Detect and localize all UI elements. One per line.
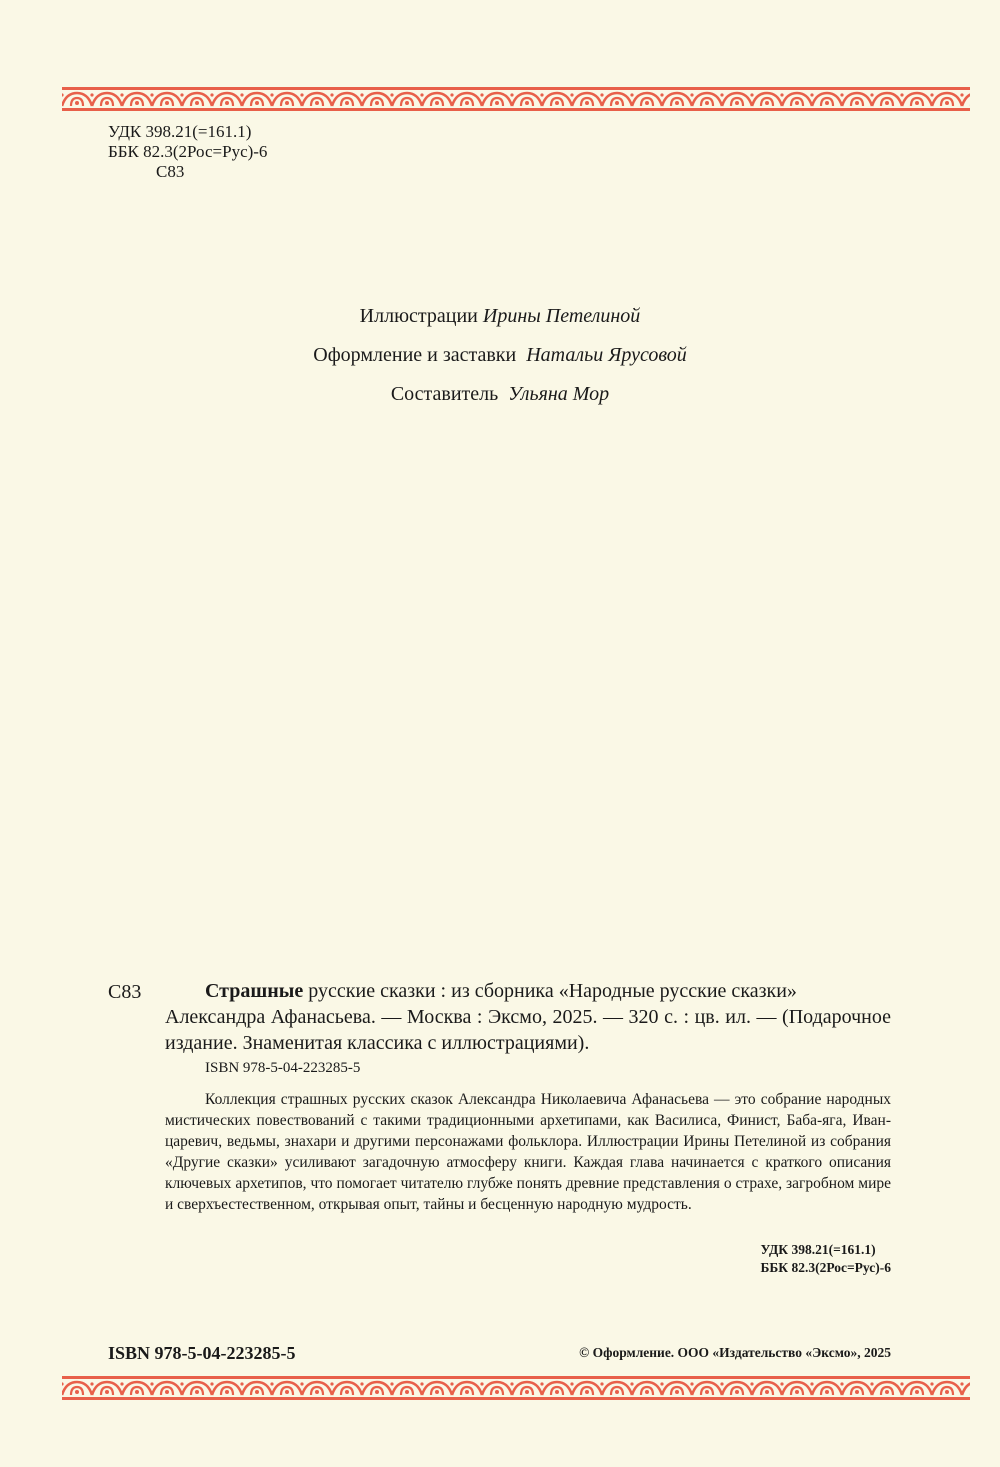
copyright: © Оформление. ООО «Издательство «Эксмо», 2025 [579,1345,891,1360]
catalog-isbn: ISBN 978-5-04-223285-5 [205,1060,361,1076]
udk-code: УДК 398.21(=161.1) [108,122,252,141]
description-1: русские сказки : из сборника «Народные русские сказки» [308,980,797,1002]
illustrations-label: Иллюстрации [359,305,478,327]
design-label: Оформление и заставки [313,344,517,366]
footer-isbn: ISBN 978-5-04-223285-5 [108,1343,296,1363]
header-codes [108,122,267,182]
illustrations-name: Ирины Петелиной [482,305,641,327]
ornament-border-top [62,86,970,112]
design-credit [0,336,1000,375]
bbk-code: ББК 82.3(2Рос=Рус)-6 [108,142,268,161]
catalog-author-mark: С83 [108,981,142,1003]
compiler-credit [0,375,1000,414]
compiler-label: Составитель [390,383,499,405]
description-2: Александра Афанасьева. — Москва : Эксмо, 2025. — 320 с. : цв. ил. — (Подарочное издание. Знаменитая классика с иллюстрациями). [165,1006,891,1054]
design-name: Натальи Ярусовой [526,344,687,366]
author-mark: С83 [156,162,185,181]
annotation-text: Коллекция страшных русских сказок Александра Николаевича Афанасьева — это собрание народных мистических повествований с такими традиционными архетипами, как Василиса, Финист, Баба-яга, Иван-царевич, ведьмы, знахари и другими персонажами фольклора. Иллюстрации Ирины Петелиной из собрания «Другие сказки» усиливают загадочную атмосферу книги. Каждая глава начинается с краткого описания ключевых архетипов, что помогает читателю глубже понять древние представления о страхе, загробном мире и сверхъестественном, открывая опыт, тайны и бесценную народную мудрость. [165,1091,891,1213]
bibliographic-line-1 [165,978,891,1004]
catalog-codes [760,1241,891,1277]
illustrations-credit [0,297,1000,336]
credits-block [0,297,1000,414]
bibliographic-record [165,978,891,1056]
annotation [165,1089,891,1215]
catalog-udk: УДК 398.21(=161.1) [760,1242,876,1257]
compiler-name: Ульяна Мор [508,383,610,405]
ornament-border-bottom [62,1375,970,1401]
catalog-bbk: ББК 82.3(2Рос=Рус)-6 [760,1260,891,1275]
title-bold: Страшные [205,980,304,1002]
